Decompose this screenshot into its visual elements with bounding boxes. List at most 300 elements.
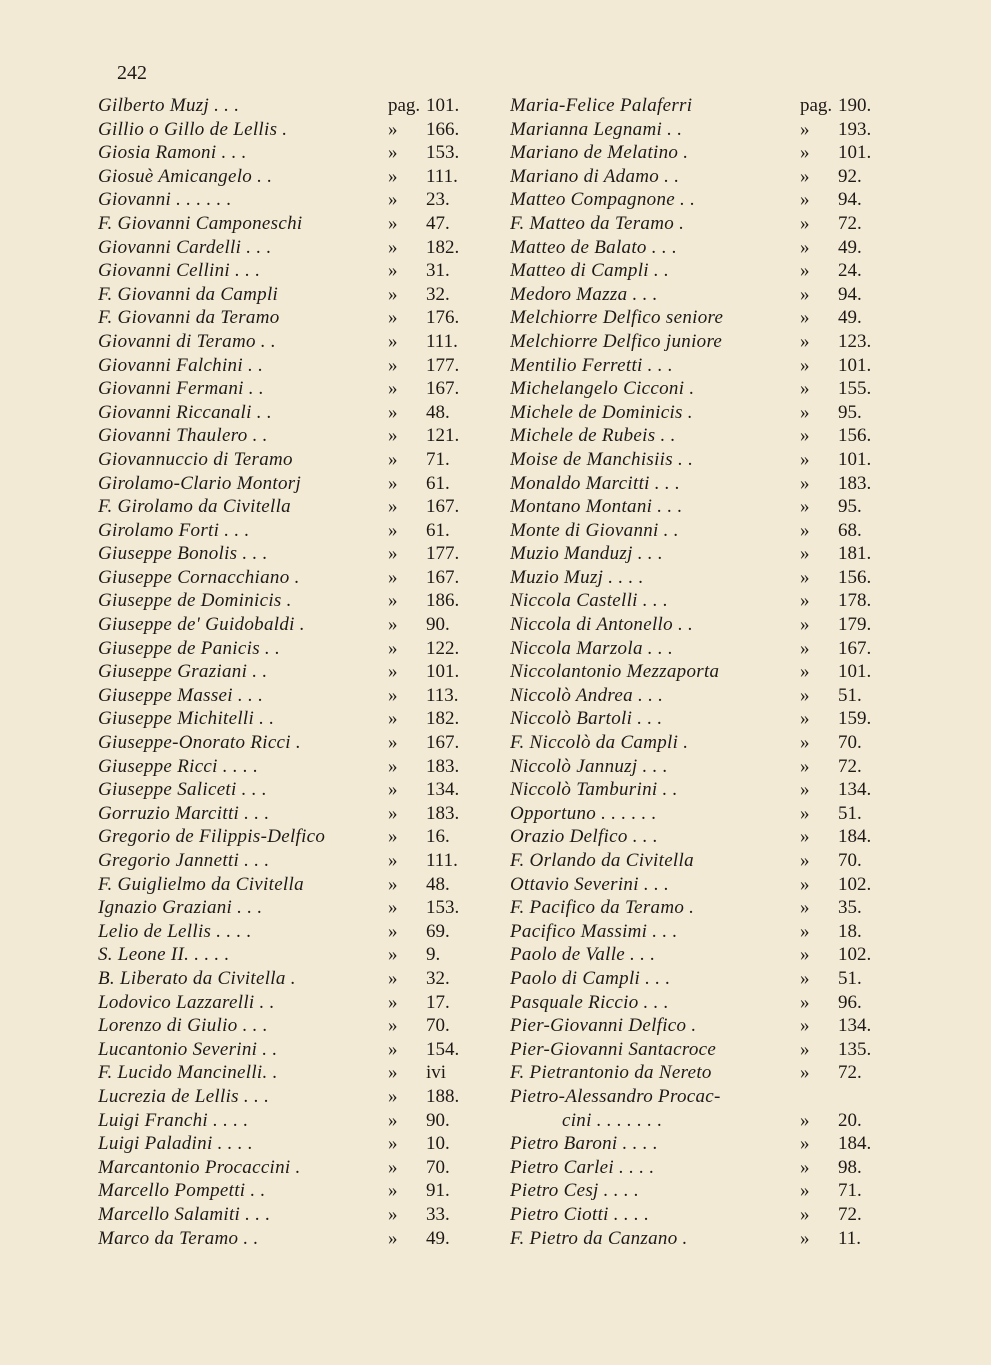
page-reference: 134. [426,779,460,801]
entry-reference [800,330,890,354]
ditto-mark: » [388,1109,398,1131]
page-reference: ivi [426,1062,447,1084]
entry-reference [388,1038,478,1062]
entry-name: F. Orlando da Civitella [510,850,694,871]
index-entry [510,519,890,543]
page-reference: 90. [426,1109,450,1131]
page-reference: 101. [426,661,460,683]
ditto-mark: » [388,873,398,895]
entry-name: Maria-Felice Palaferri [510,95,693,116]
entry-reference [388,755,478,779]
entry-name: F. Giovanni Camponeschi [98,212,303,234]
entry-reference [800,118,890,142]
page-reference: 72. [838,755,862,777]
index-entry [98,448,478,472]
page-reference: 71. [426,448,450,470]
ditto-mark: » [800,897,810,919]
ditto-mark: » [388,826,398,848]
entry-name: Pietro Ciotti . . . . [510,1203,650,1225]
entry-name: Pietro Carlei . . . . [510,1156,655,1178]
entry-reference [800,165,890,189]
index-entry [510,660,890,684]
page-reference: 61. [426,472,450,494]
entry-reference [388,1132,478,1156]
ditto-mark: » [800,802,810,824]
entry-reference [800,354,890,378]
entry-reference [800,1109,890,1133]
index-entry [510,94,890,118]
index-entry [510,306,890,330]
index-entry [510,613,890,637]
index-entry [98,188,478,212]
page-reference: 91. [426,1180,450,1202]
index-entry [98,519,478,543]
ditto-mark: » [388,566,398,588]
ditto-mark: » [388,779,398,801]
page-reference: 20. [838,1109,862,1131]
page-reference: 24. [838,260,862,282]
entry-reference [800,1038,890,1062]
entry-reference [388,825,478,849]
index-entry [98,731,478,755]
index-entry [510,1085,890,1109]
entry-name: Giovanni Riccanali . . [98,401,272,423]
index-entry [510,354,890,378]
page-reference: 135. [838,1038,872,1060]
index-entry [98,354,478,378]
ditto-mark: » [388,401,398,423]
page-reference: 156. [838,425,872,447]
entry-name: Ottavio Severini . . . [510,873,670,895]
entry-reference [388,637,478,661]
entry-reference [388,306,478,330]
index-entry [98,613,478,637]
page-reference: 182. [426,708,460,730]
entry-reference [388,354,478,378]
index-entry [510,589,890,613]
page-reference: 17. [426,991,450,1013]
index-column-left [98,94,478,1250]
entry-name: Montano Montani . . . [510,496,683,518]
entry-reference [388,424,478,448]
index-entry [98,637,478,661]
ditto-mark: » [800,1015,810,1037]
ditto-mark: » [800,637,810,659]
page-reference: 182. [426,236,460,258]
entry-reference [388,778,478,802]
index-entry [98,873,478,897]
entry-reference [800,212,890,236]
index-entry [98,472,478,496]
entry-name: F. Niccolò da Campli . [510,732,689,754]
entry-reference [388,1203,478,1227]
ditto-mark: » [800,1180,810,1202]
index-entry [510,424,890,448]
ditto-mark: » [800,826,810,848]
index-entry [98,118,478,142]
ditto-mark: » [800,920,810,942]
index-entry [510,849,890,873]
entry-name: Gorruzio Marcitti . . . [98,802,270,824]
entry-reference [800,943,890,967]
ditto-mark: » [800,378,810,400]
page-reference: 49. [838,307,862,329]
index-entry [510,1061,890,1085]
entry-reference [800,1132,890,1156]
entry-reference [800,684,890,708]
entry-name: Melchiorre Delfico juniore [510,330,723,352]
page-reference: 31. [426,260,450,282]
entry-reference [388,495,478,519]
page-reference: 183. [426,802,460,824]
index-entry [98,401,478,425]
index-entry [510,401,890,425]
page-reference: 176. [426,307,460,329]
entry-reference [388,448,478,472]
ditto-mark: » [800,448,810,470]
ditto-mark: » [388,944,398,966]
entry-reference [800,283,890,307]
page-reference: 134. [838,779,872,801]
entry-name: Niccolò Tamburini . . [510,779,678,801]
entry-name: Giuseppe Cornacchiano . [98,566,300,588]
page-reference: 70. [838,850,862,871]
page-reference: 154. [426,1038,460,1060]
index-entry [98,660,478,684]
page-reference: 183. [838,472,872,494]
page-reference: 49. [838,236,862,258]
ditto-mark: » [800,236,810,258]
page-reference: 122. [426,637,460,659]
entry-name: Pasquale Riccio . . . [510,991,669,1013]
index-entry [98,1038,478,1062]
entry-name: Niccola di Antonello . . [510,614,694,636]
page-reference: 48. [426,873,450,895]
entry-reference [388,873,478,897]
index-entry [98,377,478,401]
entry-reference [800,448,890,472]
ditto-mark: » [388,1227,398,1249]
ditto-mark: » [388,732,398,754]
ditto-mark: » [388,330,398,352]
entry-reference [388,1156,478,1180]
ditto-mark: » [800,165,810,187]
page-reference: 9. [426,944,441,966]
index-entry [510,755,890,779]
entry-name: F. Lucido Mancinelli. . [98,1062,278,1084]
entry-reference [388,943,478,967]
page-reference: 61. [426,519,450,541]
index-entry [510,825,890,849]
entry-name: Giuseppe Graziani . . [98,661,268,683]
page-reference: 111. [426,165,458,187]
entry-name: F. Pacifico da Teramo . [510,897,695,919]
ditto-mark: » [800,212,810,234]
entry-name: Lucrezia de Lellis . . . [98,1085,270,1107]
page-reference: 123. [838,330,872,352]
ditto-mark: » [800,779,810,801]
index-entry [510,1132,890,1156]
ditto-mark: » [388,543,398,565]
index-entry [98,991,478,1015]
page-reference: 167. [838,637,872,659]
index-entry [510,377,890,401]
entry-reference [800,967,890,991]
ditto-mark: » [800,708,810,730]
entry-name: Mariano de Melatino . [510,142,689,164]
index-entry [510,920,890,944]
entry-name: Pacifico Massimi . . . [510,920,678,942]
entry-name: Gregorio de Filippis-Delfico [98,826,326,848]
ditto-mark: » [388,614,398,636]
page-reference: 94. [838,189,862,211]
entry-reference [800,755,890,779]
entry-name: Marcello Pompetti . . [98,1180,266,1202]
ditto-mark: » [388,472,398,494]
index-entry [98,94,478,118]
entry-reference [800,495,890,519]
page-reference: 134. [838,1015,872,1037]
ditto-mark: » [800,401,810,423]
page-reference: 51. [838,967,862,989]
ditto-mark: » [800,1062,810,1084]
index-entry [510,1014,890,1038]
index-entry [98,920,478,944]
index-entry [98,849,478,873]
entry-reference [388,991,478,1015]
index-entry [510,472,890,496]
ditto-mark: » [388,496,398,518]
ditto-mark: » [800,684,810,706]
page-reference: 101. [426,95,460,116]
entry-reference [800,259,890,283]
entry-reference [388,94,478,118]
index-entry [98,1179,478,1203]
index-entry [510,236,890,260]
entry-name: Giovanni di Teramo . . [98,330,276,352]
ditto-mark: » [388,590,398,612]
ditto-mark: » [388,142,398,164]
index-entry [98,330,478,354]
entry-reference [800,94,890,118]
entry-reference [388,141,478,165]
entry-name: Paolo di Campli . . . [510,967,671,989]
ditto-mark: » [388,212,398,234]
ditto-mark: » [800,496,810,518]
page-reference: 102. [838,873,872,895]
index-entry [510,873,890,897]
entry-reference [800,613,890,637]
entry-name: Giuseppe de Panicis . . [98,637,281,659]
ditto-mark: » [388,967,398,989]
index-entry [98,165,478,189]
ditto-mark: » [800,566,810,588]
page-reference: 51. [838,802,862,824]
page-reference: 167. [426,378,460,400]
entry-reference [388,920,478,944]
ditto-mark: » [388,897,398,919]
index-entry [98,896,478,920]
page-reference: 178. [838,590,872,612]
index-entry [510,448,890,472]
page-reference: 23. [426,189,450,211]
ditto-mark: » [800,590,810,612]
ditto-mark: » [800,732,810,754]
entry-name: Giovanni Falchini . . [98,354,264,376]
entry-name: Marianna Legnami . . [510,118,683,140]
page-reference: 155. [838,378,872,400]
entry-reference [800,1014,890,1038]
entry-name: Matteo Compagnone . . [510,189,696,211]
page-reference: 167. [426,566,460,588]
entry-reference [800,401,890,425]
index-entry [510,1038,890,1062]
entry-name: Matteo de Balato . . . [510,236,678,258]
entry-reference [800,306,890,330]
ditto-mark: » [800,1133,810,1155]
entry-name: F. Guiglielmo da Civitella [98,873,304,895]
entry-name: Giuseppe Ricci . . . . [98,755,259,777]
index-entry [510,566,890,590]
ditto-mark: » [388,283,398,305]
entry-name: Moise de Manchisiis . . [510,448,694,470]
entry-name: F. Giovanni da Campli [98,283,279,305]
page-reference: 188. [426,1085,460,1107]
entry-reference [388,472,478,496]
entry-reference [388,118,478,142]
page-reference: 16. [426,826,450,848]
entry-name: Giuseppe Bonolis . . . [98,543,268,565]
entry-name: Marco da Teramo . . [98,1227,259,1249]
entry-name: Giosia Ramoni . . . [98,142,247,164]
index-entry [510,1179,890,1203]
page-reference: 153. [426,897,460,919]
ditto-mark: pag. [800,95,833,116]
entry-reference [800,141,890,165]
entry-reference [800,707,890,731]
entry-reference [388,1061,478,1085]
entry-name: Giovanni Fermani . . [98,378,264,400]
ditto-mark: » [388,850,398,871]
ditto-mark: » [800,991,810,1013]
index-entry [510,802,890,826]
ditto-mark: » [388,802,398,824]
page-reference: 111. [426,850,458,871]
entry-reference [388,377,478,401]
entry-reference [388,188,478,212]
ditto-mark: » [388,260,398,282]
entry-name: Michele de Dominicis . [510,401,693,423]
entry-name: Opportuno . . . . . . [510,802,657,824]
ditto-mark: » [800,1227,810,1249]
entry-reference [800,825,890,849]
index-entry [98,1227,478,1251]
entry-name: Lelio de Lellis . . . . [98,920,252,942]
page-reference: 177. [426,354,460,376]
entry-name: Giuseppe-Onorato Ricci . [98,732,301,754]
entry-reference [800,849,890,873]
entry-name: Giovanni . . . . . . [98,189,232,211]
ditto-mark: » [800,1203,810,1225]
page-reference: 101. [838,142,872,164]
entry-reference [800,1061,890,1085]
ditto-mark: » [388,236,398,258]
ditto-mark: » [800,519,810,541]
entry-name: Giuseppe Massei . . . [98,684,264,706]
entry-name: Mentilio Ferretti . . . [510,354,673,376]
page-reference: 184. [838,826,872,848]
page-reference: 33. [426,1203,450,1225]
entry-reference [800,896,890,920]
ditto-mark: » [800,661,810,683]
ditto-mark: » [800,543,810,565]
page-reference: 101. [838,354,872,376]
ditto-mark: » [800,189,810,211]
ditto-mark: » [800,354,810,376]
entry-reference [800,519,890,543]
page-reference: 94. [838,283,862,305]
page-reference: 72. [838,1062,862,1084]
entry-reference [388,896,478,920]
ditto-mark: » [800,307,810,329]
index-entry [98,802,478,826]
index-entry [510,778,890,802]
index-entry [510,1203,890,1227]
entry-reference [388,967,478,991]
index-entry [98,1014,478,1038]
ditto-mark: » [388,448,398,470]
page-reference: 69. [426,920,450,942]
entry-reference [800,377,890,401]
ditto-mark: » [388,684,398,706]
entry-name: Pietro Cesj . . . . [510,1180,640,1202]
index-entry [98,306,478,330]
entry-name: Luigi Paladini . . . . [98,1133,253,1155]
entry-name: Girolamo Forti . . . [98,519,250,541]
ditto-mark: » [388,1180,398,1202]
page-reference: 11. [838,1227,862,1249]
index-entry [98,212,478,236]
index-entry [98,424,478,448]
page-reference: 193. [838,118,872,140]
entry-reference [800,1156,890,1180]
entry-name: Michelangelo Cicconi . [510,378,695,400]
entry-reference [388,283,478,307]
page-reference: 96. [838,991,862,1013]
entry-reference [800,424,890,448]
ditto-mark: » [388,661,398,683]
page-reference: 35. [838,897,862,919]
page-number: 242 [117,62,147,84]
entry-name: F. Girolamo da Civitella [98,496,291,518]
page-reference: 101. [838,661,872,683]
index-entry [510,283,890,307]
entry-name: Giosuè Amicangelo . . [98,165,273,187]
index-entry [98,684,478,708]
index-entry [98,755,478,779]
entry-reference [388,1179,478,1203]
page-reference: 92. [838,165,862,187]
entry-reference [800,542,890,566]
index-entry [510,731,890,755]
ditto-mark: » [388,1133,398,1155]
page-reference: 167. [426,496,460,518]
page-reference: 121. [426,425,460,447]
entry-name: Mariano di Adamo . . [510,165,680,187]
entry-reference [800,1179,890,1203]
ditto-mark: » [388,1203,398,1225]
page-reference: 32. [426,967,450,989]
